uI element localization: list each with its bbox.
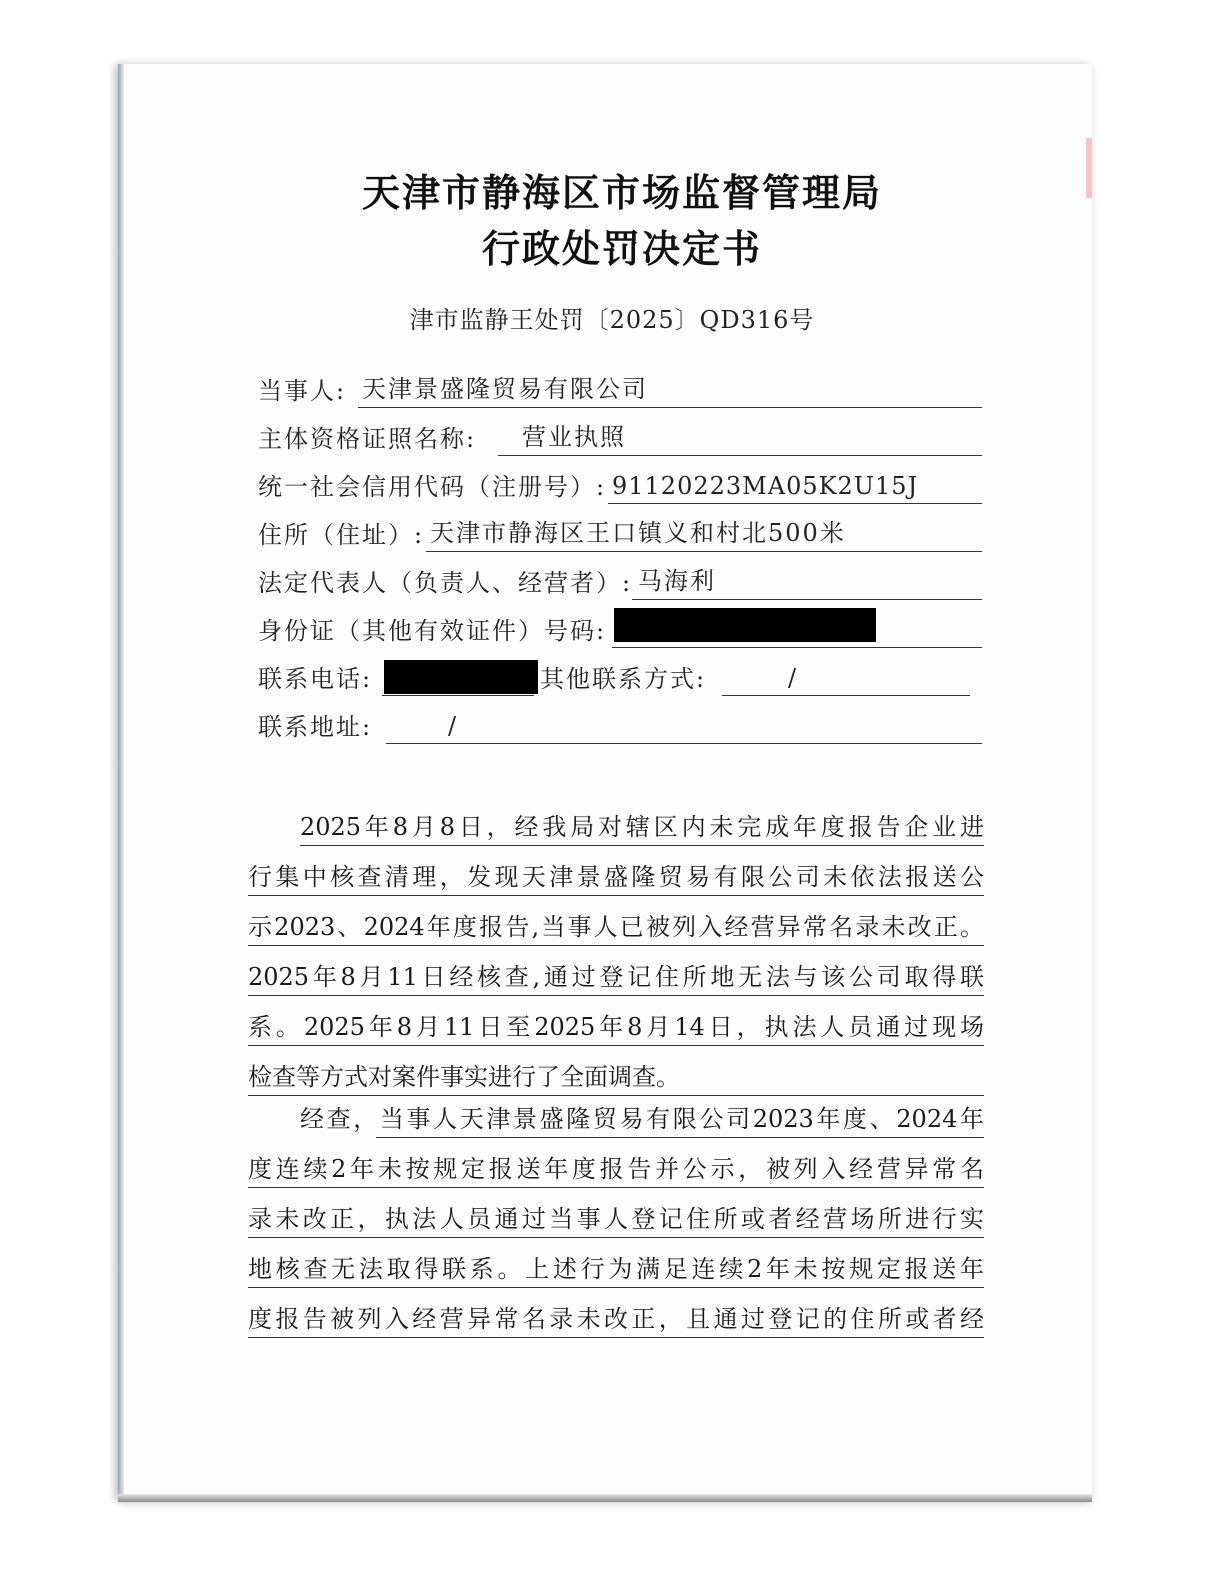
contact-address-value: / [448,712,459,740]
redacted-id-number [614,608,876,642]
paragraph-line [248,1000,984,1048]
text-underline [248,1337,984,1338]
credit-code-underline [608,503,982,504]
field-phone [258,662,970,696]
paragraph-text: 行集中核查清理，发现天津景盛隆贸易有限公司未依法报送公 [248,863,984,891]
credit-code-label: 统一社会信用代码（注册号）: [258,473,607,501]
paragraph-text: 检查等方式对案件事实进行了全面调查。 [248,1063,680,1091]
text-underline [248,995,984,996]
paragraph-line [248,850,984,898]
paragraph-text: 度报告被列入经营异常名录未改正，且通过登记的住所或者经 [248,1305,984,1333]
document-title-type: 行政处罚决定书 [481,226,762,271]
id-underline [612,647,982,648]
redacted-phone-number [384,660,538,694]
paragraph-line [248,1142,984,1190]
other-contact-label: 其他联系方式: [540,665,707,693]
paragraph-line [248,900,984,948]
paragraph-line [248,800,984,848]
text-underline [248,895,984,896]
phone-label: 联系电话: [258,665,373,693]
document-title-agency: 天津市静海区市场监督管理局 [361,170,882,215]
paragraph-text: 录未改正，执法人员通过当事人登记住所或者经营场所进行实 [248,1205,984,1233]
address-value: 天津市静海区王口镇义和村北500米 [430,519,846,547]
paragraph-line [248,1092,984,1140]
contact-address-underline [386,743,982,744]
document-number: 津市监静王处罚〔2025〕QD316号 [409,306,815,334]
party-underline [358,407,982,408]
license-value: 营业执照 [522,423,626,451]
address-underline [426,551,982,552]
credit-code-value: 91120223MA05K2U15J [612,472,919,500]
field-license [258,422,982,456]
phone-underline [382,695,534,696]
other-contact-underline [722,695,970,696]
paragraph-text: 系。2025年8月11日至2025年8月14日，执法人员通过现场 [248,1013,984,1041]
paragraph-text: 经查，当事人天津景盛隆贸易有限公司2023年度、2024年 [300,1105,984,1133]
paragraph-text: 示2023、2024年度报告,当事人已被列入经营异常名录未改正。 [248,913,984,941]
address-label: 住所（住址）: [258,521,425,549]
paragraph-text: 度连续2年未按规定报送年度报告并公示，被列入经营异常名 [248,1155,984,1183]
license-underline [498,455,982,456]
party-value: 天津景盛隆贸易有限公司 [362,375,648,403]
legal-rep-value: 马海利 [638,567,716,595]
text-underline [248,945,984,946]
field-credit-code [258,470,982,504]
text-underline [248,1045,984,1046]
contact-address-label: 联系地址: [258,713,373,741]
text-underline [376,1137,984,1138]
party-label: 当事人: [258,377,347,405]
field-legal-rep [258,566,982,600]
paragraph-line [248,1192,984,1240]
license-label: 主体资格证照名称: [258,425,477,453]
paragraph-line [248,950,984,998]
paper-bottom-edge [118,1494,1092,1502]
text-underline [300,845,984,846]
paragraph-line [248,1242,984,1290]
text-underline [248,1287,984,1288]
paragraph-text: 2025年8月11日经核查,通过登记住所地无法与该公司取得联 [248,963,984,991]
id-label: 身份证（其他有效证件）号码: [258,617,607,645]
text-underline [248,1237,984,1238]
legal-rep-underline [632,599,982,600]
other-contact-value: / [788,664,799,692]
paragraph-text: 2025年8月8日，经我局对辖区内未完成年度报告企业进 [300,813,984,841]
paragraph-line [248,1050,984,1098]
field-address [258,518,982,552]
text-underline [248,1187,984,1188]
paragraph-line [248,1292,984,1340]
legal-rep-label: 法定代表人（负责人、经营者）: [258,569,633,597]
paper-left-edge [118,64,124,1500]
field-party [258,374,982,408]
paragraph-text: 地核查无法取得联系。上述行为满足连续2年未按规定报送年 [248,1255,984,1283]
field-contact-address [258,710,982,744]
